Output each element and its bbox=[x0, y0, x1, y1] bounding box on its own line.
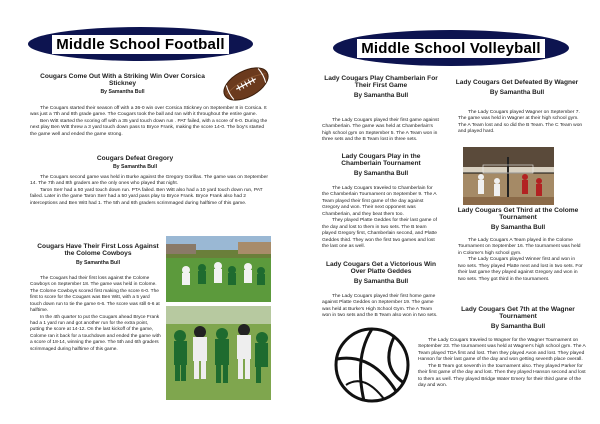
article-paragraph: The Lady Cougars played Wagner on September 7. The game was held in Wagner at their high school gym. The A Team lost and so did the B Team. The C Team won and played hard. bbox=[458, 110, 583, 135]
football-article-3-body bbox=[30, 276, 162, 353]
volleyball-article-5-body bbox=[458, 238, 584, 283]
article-byline: By Samantha Bull bbox=[353, 91, 409, 99]
volleyball-article-2-body bbox=[322, 186, 440, 251]
volleyball-article-3-body bbox=[322, 294, 440, 320]
article-headline: Lady Cougars Get Defeated By Wagner bbox=[455, 79, 579, 86]
volleyball-article-6-body bbox=[418, 338, 586, 390]
football-article-2 bbox=[60, 156, 210, 170]
article-byline: By Samantha Bull bbox=[353, 277, 409, 285]
article-paragraph: Ben Witt started the scoring off with a 35 yard touch down run . PAT failed, with a score of 6-0. During the next play Ben Witt threw a 3 yard touch down pass to Bryce Frank, making the score 14-0. The boy's started the game well and ended the game strong. bbox=[30, 118, 268, 137]
article-paragraph: The Cougars started their season off with a 36-0 win over Corsica Stickney on September 8 in Corsica. It was just a 7th and 8th grade game. The Cougars took the ball and ran with it throughout the entire game. bbox=[30, 106, 267, 118]
article-paragraph: The Lady Cougars played their first home game against Platte Geddes on September 19. The game was held at Burke's High School Gym. The A Team won in two sets and the B Team also won in two sets. bbox=[322, 294, 438, 319]
article-paragraph: The Lady Cougars A Team played in the Colome Tournament on September 16. The tournament was held in Colome's high school gym. bbox=[458, 238, 581, 256]
volleyball-article-4 bbox=[452, 80, 582, 96]
article-paragraph: The B Team got seventh in the tournament also. They played Parker for their first game of the day and lost. Then they played Hanson second and lost to them as well. They played Bridge Water Emery for their third game of the day and won. bbox=[418, 363, 586, 389]
volleyball-banner bbox=[333, 30, 569, 66]
football-icon bbox=[220, 64, 272, 104]
football-game-photo bbox=[166, 236, 271, 302]
football-article-2-body bbox=[30, 175, 272, 207]
article-byline: By Samantha Bull bbox=[490, 322, 546, 330]
article-paragraph: In the 4th quarter to put the Cougars ahead Bryce Frank had a 1 yard run and got another run for the extra point, putting the score at 14-12. On the last kickoff of the game, Colome ran it back for a touchdown and ended the game with a score of 18-14, winning the game. The 5th and 6th graders scrimmaged during halftime of this game. bbox=[30, 314, 161, 352]
article-paragraph: The Cougars had their first loss against the Colome Cowboys on September 18. The game was held in Colome. The Colome Cowboys scored first making the score 6-0. The first to score for the Cougars was Ben Witt, with a 5 yard touch down run to tie the game 6-6. The score was still 6-6 at halftime. bbox=[30, 276, 160, 314]
article-byline: By Samantha Bull bbox=[75, 259, 121, 266]
football-article-1 bbox=[30, 74, 215, 95]
article-headline: Cougars Have Their First Loss Against the Colome Cowboys bbox=[37, 243, 159, 257]
football-tackle-photo bbox=[166, 306, 271, 400]
article-headline: Cougars Defeat Gregory bbox=[96, 155, 174, 162]
article-paragraph: The Lady Cougars played Winner first and won in two sets. They played Platte next and lost in two sets. For their last game they played against Gregory and won in two sets. They got third in the tournament. bbox=[458, 257, 583, 282]
article-headline: Lady Cougars Play in the Chamberlain Tournament bbox=[341, 153, 421, 167]
article-headline: Lady Cougars Play Chamberlain For Their First Game bbox=[324, 75, 438, 89]
article-paragraph: The Lady Cougars traveled to Wagner for the Wagner Tournament on September 23. The tournament was held at Wagner's high school gym. The A Team played TDA first and lost. Then they played Avon and lost. They played Hanson for their last game of the day and won getting seventh place overall. bbox=[418, 338, 586, 363]
article-paragraph: Taron Serr had a 50 yard touch down run. PTA failed. Ben Witt also had a 10 yard touch down run, PAT failed. Later in the game Taron Serr had a 50 yard pass play to Bryce Frank. Bryce Frank also had 2 interceptions and Ben Witt had 1. The 5th and 6th graders scrimmaged during halftime of this game. bbox=[30, 187, 263, 206]
article-paragraph: The Cougars second game was held in Burke against the Gregory Gorillas. The game was on September 14. The 7th and 8th graders are the only ones who played that night. bbox=[30, 175, 268, 187]
football-article-1-body bbox=[30, 106, 272, 138]
volleyball-banner-title: Middle School Volleyball bbox=[357, 39, 545, 58]
volleyball-article-2 bbox=[322, 154, 440, 177]
volleyball-article-6 bbox=[452, 307, 584, 330]
article-byline: By Samantha Bull bbox=[112, 163, 158, 170]
article-headline: Lady Cougars Get a Victorious Win Over Platte Geddes bbox=[325, 261, 437, 275]
article-paragraph: The Lady Cougars traveled to Chamberlain for the Chamberlain Tournament on September 9. The A Team played their first game of the day against Gregory and won. Their next opponent was Chamberlain, and they beat them too. bbox=[322, 186, 437, 217]
article-headline: Lady Cougars Get 7th at the Wagner Tournament bbox=[461, 306, 575, 320]
football-banner-title: Middle School Football bbox=[52, 35, 229, 54]
article-paragraph: The Lady Cougars played their first game against Chamberlain. The game was held at Chamberlain's high school gym on September 5. The A Team won in three sets and the B Team lost in three sets. bbox=[322, 118, 439, 143]
article-headline: Cougars Come Out With a Striking Win Over Corsica Stickney bbox=[40, 73, 205, 87]
volleyball-gym-photo bbox=[463, 147, 554, 205]
volleyball-icon bbox=[334, 327, 410, 403]
volleyball-article-1 bbox=[322, 76, 440, 99]
article-byline: By Samantha Bull bbox=[490, 223, 546, 231]
article-byline: By Samantha Bull bbox=[489, 88, 545, 96]
football-banner bbox=[28, 27, 253, 61]
article-byline: By Samantha Bull bbox=[353, 169, 409, 177]
volleyball-article-1-body bbox=[322, 118, 440, 144]
article-byline: By Samantha Bull bbox=[100, 88, 145, 95]
article-headline: Lady Cougars Get Third at the Colome Tournament bbox=[457, 207, 579, 221]
volleyball-article-3 bbox=[322, 262, 440, 285]
football-article-3 bbox=[34, 244, 162, 266]
article-paragraph: They played Platte Geddes for their last game of the day and lost to them in two sets. The B team played Gregory first, Chamberlain second, and Platte Geddes third. They won the first two games and lost the last one as well. bbox=[322, 218, 437, 250]
volleyball-article-4-body bbox=[458, 110, 584, 136]
volleyball-article-5 bbox=[456, 208, 580, 231]
